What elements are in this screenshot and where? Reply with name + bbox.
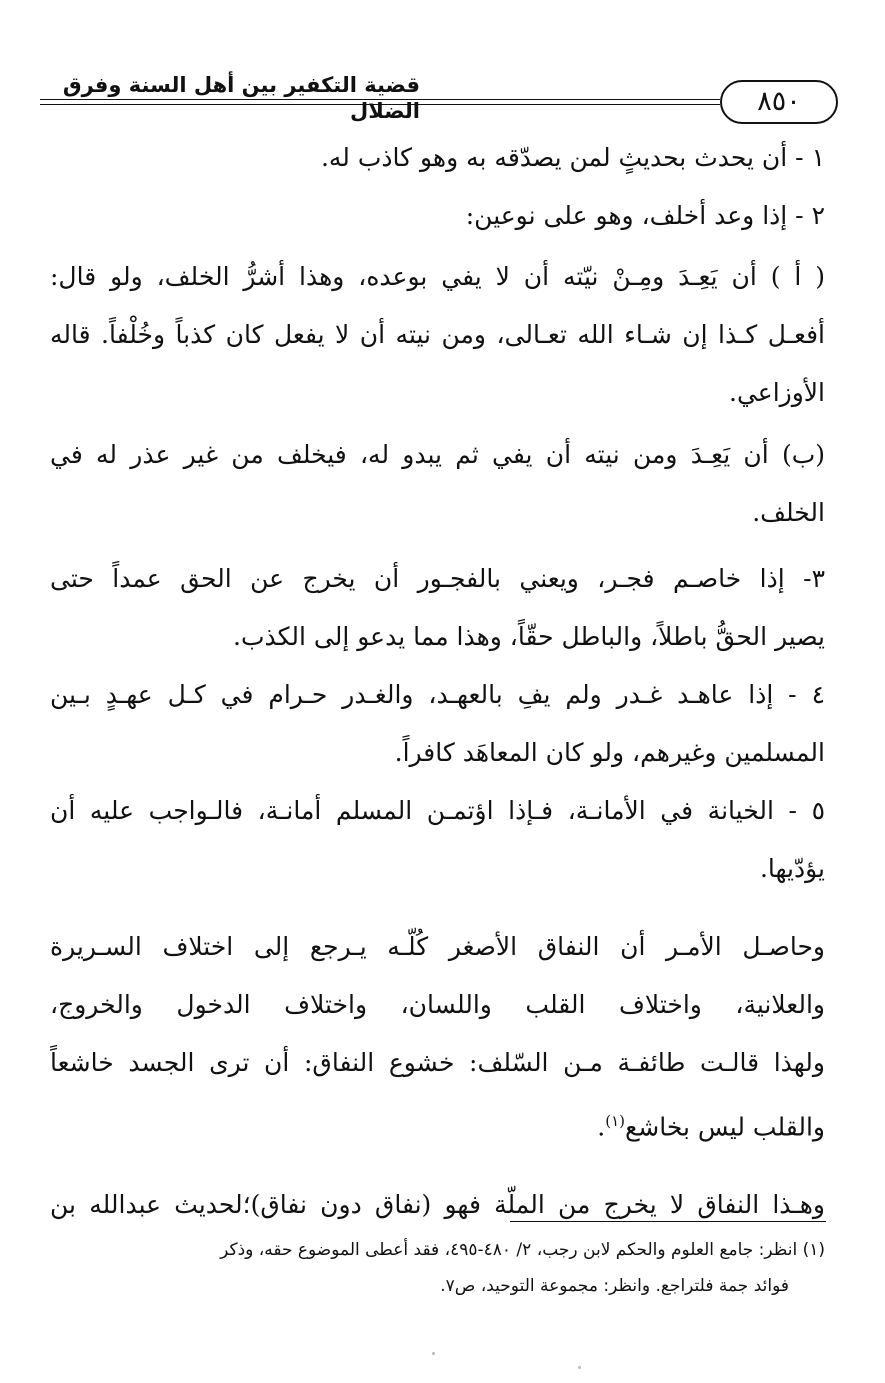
text-line: الأوزاعي.	[729, 378, 825, 407]
paragraph-item-1	[50, 132, 825, 184]
text-line: وهـذا النفاق لا يخرج من الملّة فهو (نفاق دون نفاق)؛لحديث عبدالله بن	[50, 1190, 825, 1220]
footnote-reference: (١)	[605, 1112, 625, 1130]
paragraph-item-5	[50, 782, 825, 898]
text-line-content: والقلب ليس بخاشع	[625, 1112, 825, 1142]
print-speck	[432, 1352, 435, 1355]
paragraph-closing	[50, 1176, 825, 1234]
footnote-line: فوائد جمة فلتراجع. وانظر: مجموعة التوحيد، ص٧.	[440, 1276, 789, 1296]
page-number: ٨٥٠	[720, 80, 838, 124]
print-speck	[578, 1366, 581, 1369]
text-line: (ب) أن يَعِـدَ ومن نيته أن يفي ثم يبدو له، فيخلف من غير عذر له في	[50, 440, 825, 469]
text-line: ٥ - الخيانة في الأمانـة، فـإذا اؤتمـن المسلم أمانـة، فالـواجب عليه أن	[50, 796, 825, 825]
text-line: يصير الحقُّ باطلاً، والباطل حقّاً، وهذا مما يدعو إلى الكذب.	[233, 622, 825, 651]
paragraph-summary	[50, 918, 825, 1156]
paragraph-item-2	[50, 190, 825, 242]
text-line: والعلانية، واختلاف القلب واللسان، واختلاف الدخول والخروج،	[50, 990, 825, 1019]
text-line: ٢ - إذا وعد أخلف، وهو على نوعين:	[465, 201, 825, 230]
text-line: ٤ - إذا عاهـد غـدر ولم يفِ بالعهـد، والغـدر حـرام في كـل عهـدٍ بـين	[50, 680, 825, 709]
header-rule	[40, 99, 720, 100]
running-title: قضية التكفير بين أهل السنة وفرق الضلال	[62, 73, 420, 123]
text-line: ١ - أن يحدث بحديثٍ لمن يصدّقه به وهو كاذب له.	[320, 143, 825, 172]
footnote-separator	[510, 1221, 826, 1222]
footnotes	[50, 1232, 825, 1304]
text-line: يؤدّيها.	[759, 854, 825, 883]
text-line: ٣- إذا خاصـم فجـر، ويعني بالفجـور أن يخرج عن الحق عمداً حتى	[50, 564, 825, 593]
text-line: المسلمين وغيرهم، ولو كان المعاهَد كافراً.	[394, 738, 825, 767]
text-line: الخلف.	[752, 498, 825, 527]
paragraph-item-2b	[50, 426, 825, 542]
text-line: ولهذا قالـت طائفـة مـن السّلف: خشوع النفاق: أن ترى الجسد خاشعاً	[50, 1048, 825, 1077]
footnote-line: (١) انظر: جامع العلوم والحكم لابن رجب، ٢/ ٤٨٠-٤٩٥، فقد أعطى الموضوع حقه، وذكر	[220, 1240, 825, 1260]
paragraph-item-4	[50, 666, 825, 782]
paragraph-item-2a	[50, 248, 825, 422]
header-rule-lower	[40, 104, 720, 105]
text-line: وحاصـل الأمـر أن النفاق الأصغر كُلّـه يـرجع إلى اختلاف السـريرة	[50, 932, 825, 961]
period: .	[597, 1112, 606, 1142]
text-line: أفعـل كـذا إن شـاء الله تعـالى، ومن نيته أن لا يفعل كان كذباً وخُلْفاً. قاله	[50, 320, 825, 349]
body-text	[50, 132, 825, 1234]
paragraph-item-3	[50, 550, 825, 666]
text-line	[50, 1092, 825, 1156]
text-line: ( أ ) أن يَعِـدَ ومِـنْ نيّته أن لا يفي بوعده، وهذا أشرُّ الخلف، ولو قال:	[50, 262, 825, 291]
